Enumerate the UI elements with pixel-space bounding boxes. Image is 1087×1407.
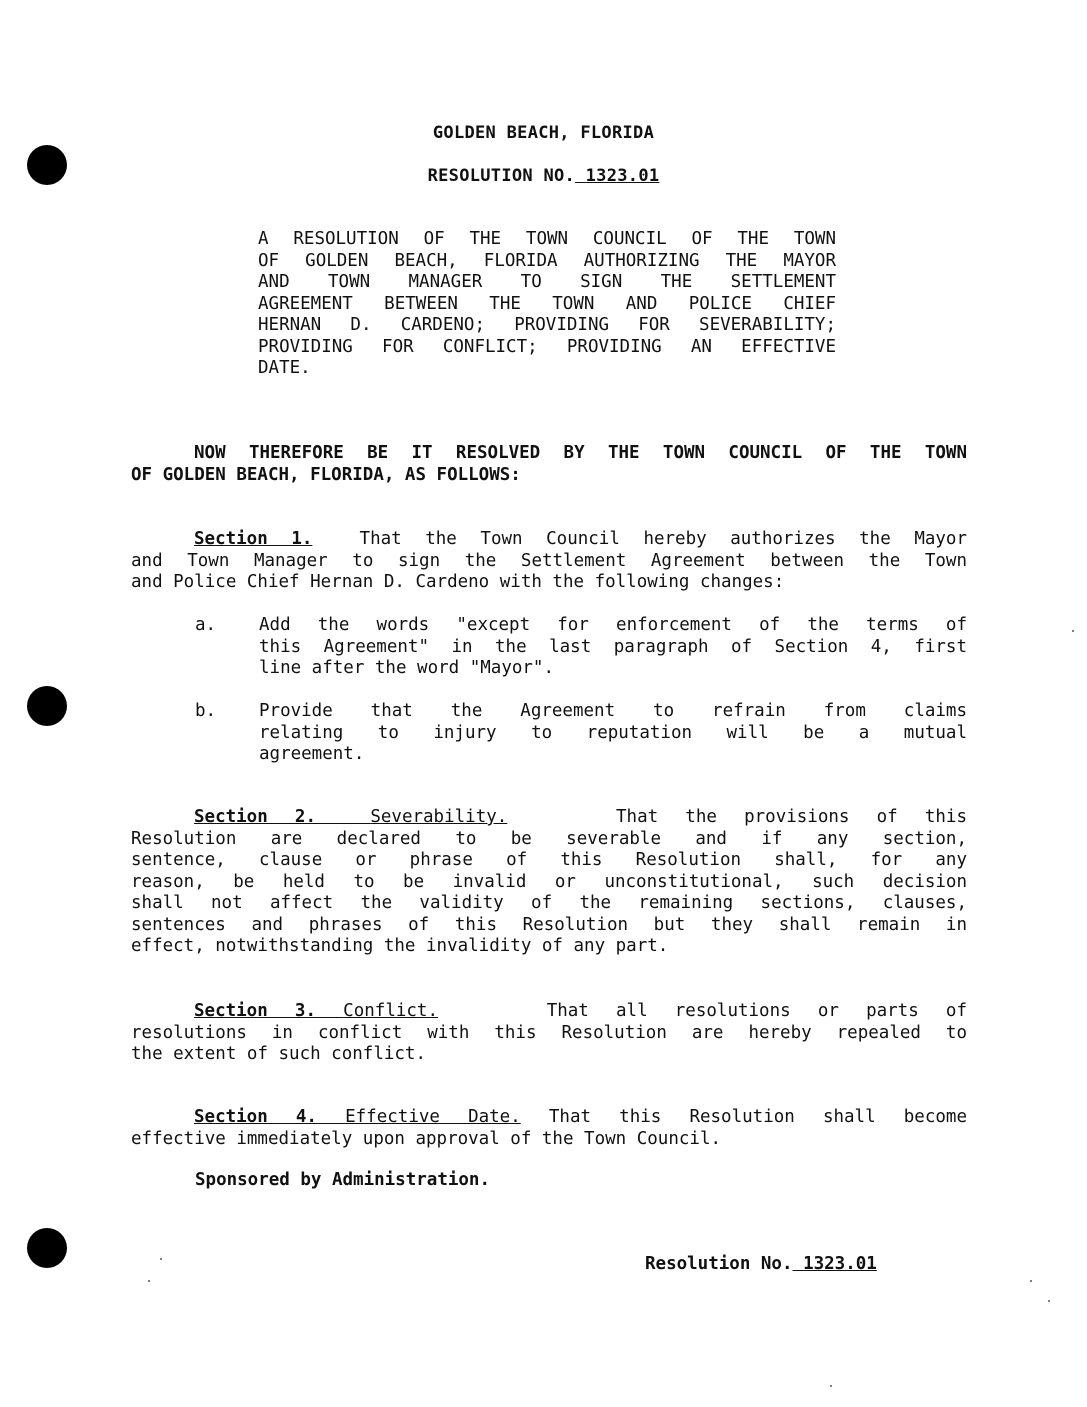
title-line: AND TOWN MANAGER TO SIGN THE SETTLEMENT [258, 272, 836, 292]
section-3-line: resolutions in conflict with this Resolution are hereby repealed to [131, 1022, 967, 1043]
resolved-clause [131, 443, 967, 486]
list-marker: a. [195, 615, 217, 635]
title-line: OF GOLDEN BEACH, FLORIDA AUTHORIZING THE MAYOR [258, 250, 836, 271]
list-item-line: Add the words "except for enforcement of the terms of [259, 615, 967, 635]
scan-speck [148, 1280, 150, 1282]
list-item-line: relating to injury to reputation will be a mutual [259, 722, 967, 743]
scan-speck [1030, 1280, 1032, 1282]
footer-number: 1323.01 [803, 1254, 877, 1274]
section-4-line: Section 4. Effective Date. That this Resolution shall become [194, 1107, 967, 1127]
list-item-line: agreement. [259, 744, 365, 764]
section-1-line: and Town Manager to sign the Settlement Agreement between the Town [131, 550, 967, 571]
resolved-line: NOW THEREFORE BE IT RESOLVED BY THE TOWN COUNCIL OF THE TOWN [194, 443, 967, 463]
section-2 [131, 807, 967, 958]
section-1-line: Section 1. That the Town Council hereby authorizes the Mayor [194, 529, 967, 549]
sponsored-by: Sponsored by Administration. [195, 1170, 491, 1190]
town-name: GOLDEN BEACH, FLORIDA [432, 123, 655, 143]
footer-resolution-number [645, 1254, 877, 1274]
punch-hole-bottom [27, 1228, 67, 1268]
list-item-body [259, 701, 967, 766]
section-2-subheading: Severability. [370, 807, 508, 827]
section-1-heading: Section 1. [194, 529, 313, 549]
title-line: DATE. [258, 358, 311, 378]
list-item-body [259, 615, 967, 680]
section-3-line: Section 3. Conflict. That all resolutions or parts of [194, 1001, 967, 1021]
title-line: AGREEMENT BETWEEN THE TOWN AND POLICE CHIEF [258, 293, 836, 314]
scan-speck [1072, 630, 1074, 632]
section-2-heading: Section 2. [194, 807, 316, 827]
section-2-line: Section 2. Severability. That the provisions of this [194, 807, 967, 827]
section-3-subheading: Conflict. [343, 1001, 438, 1021]
resolution-number: 1323.01 [585, 166, 660, 186]
section-4-heading: Section 4. [194, 1107, 317, 1127]
title-line: PROVIDING FOR CONFLICT; PROVIDING AN EFFECTIVE [258, 336, 836, 357]
list-item-line: line after the word "Mayor". [259, 658, 555, 678]
section-3-heading: Section 3. [194, 1001, 316, 1021]
title-line: A RESOLUTION OF THE TOWN COUNCIL OF THE TOWN [258, 229, 836, 249]
footer-label: Resolution No. [645, 1254, 793, 1274]
section-2-line: shall not affect the validity of the remaining sections, clauses, [131, 893, 967, 913]
resolved-line: OF GOLDEN BEACH, FLORIDA, AS FOLLOWS: [131, 464, 521, 485]
section-2-line: reason, be held to be invalid or unconstitutional, such decision [131, 871, 967, 892]
punch-hole-middle [27, 686, 67, 726]
section-4-subheading: Effective Date. [345, 1107, 521, 1127]
list-item-line: Provide that the Agreement to refrain from claims [259, 701, 967, 721]
section-1 [131, 529, 967, 594]
scan-speck [160, 1258, 162, 1260]
section-1-line: and Police Chief Hernan D. Cardeno with the following changes: [131, 572, 785, 592]
section-2-line: sentences and phrases of this Resolution but they shall remain in [131, 914, 967, 935]
title-line: HERNAN D. CARDENO; PROVIDING FOR SEVERABILITY; [258, 315, 836, 335]
scan-speck [1048, 1300, 1050, 1302]
section-3-line: the extent of such conflict. [131, 1044, 427, 1064]
section-3 [131, 1001, 967, 1066]
document-town-heading [0, 123, 1087, 143]
section-2-line: Resolution are declared to be severable and if any section, [131, 828, 967, 849]
list-item-line: this Agreement" in the last paragraph of Section 4, first [259, 636, 967, 657]
section-4 [131, 1107, 967, 1150]
resolution-number-heading [0, 166, 1087, 186]
section-2-line: sentence, clause or phrase of this Resolution shall, for any [131, 850, 967, 870]
list-marker: b. [195, 701, 217, 721]
scan-speck [830, 1385, 832, 1387]
resolution-title [258, 229, 836, 380]
resolution-label: RESOLUTION NO. [427, 166, 576, 186]
section-2-line: effect, notwithstanding the invalidity of any part. [131, 936, 669, 956]
section-4-line: effective immediately upon approval of the Town Council. [131, 1128, 722, 1149]
